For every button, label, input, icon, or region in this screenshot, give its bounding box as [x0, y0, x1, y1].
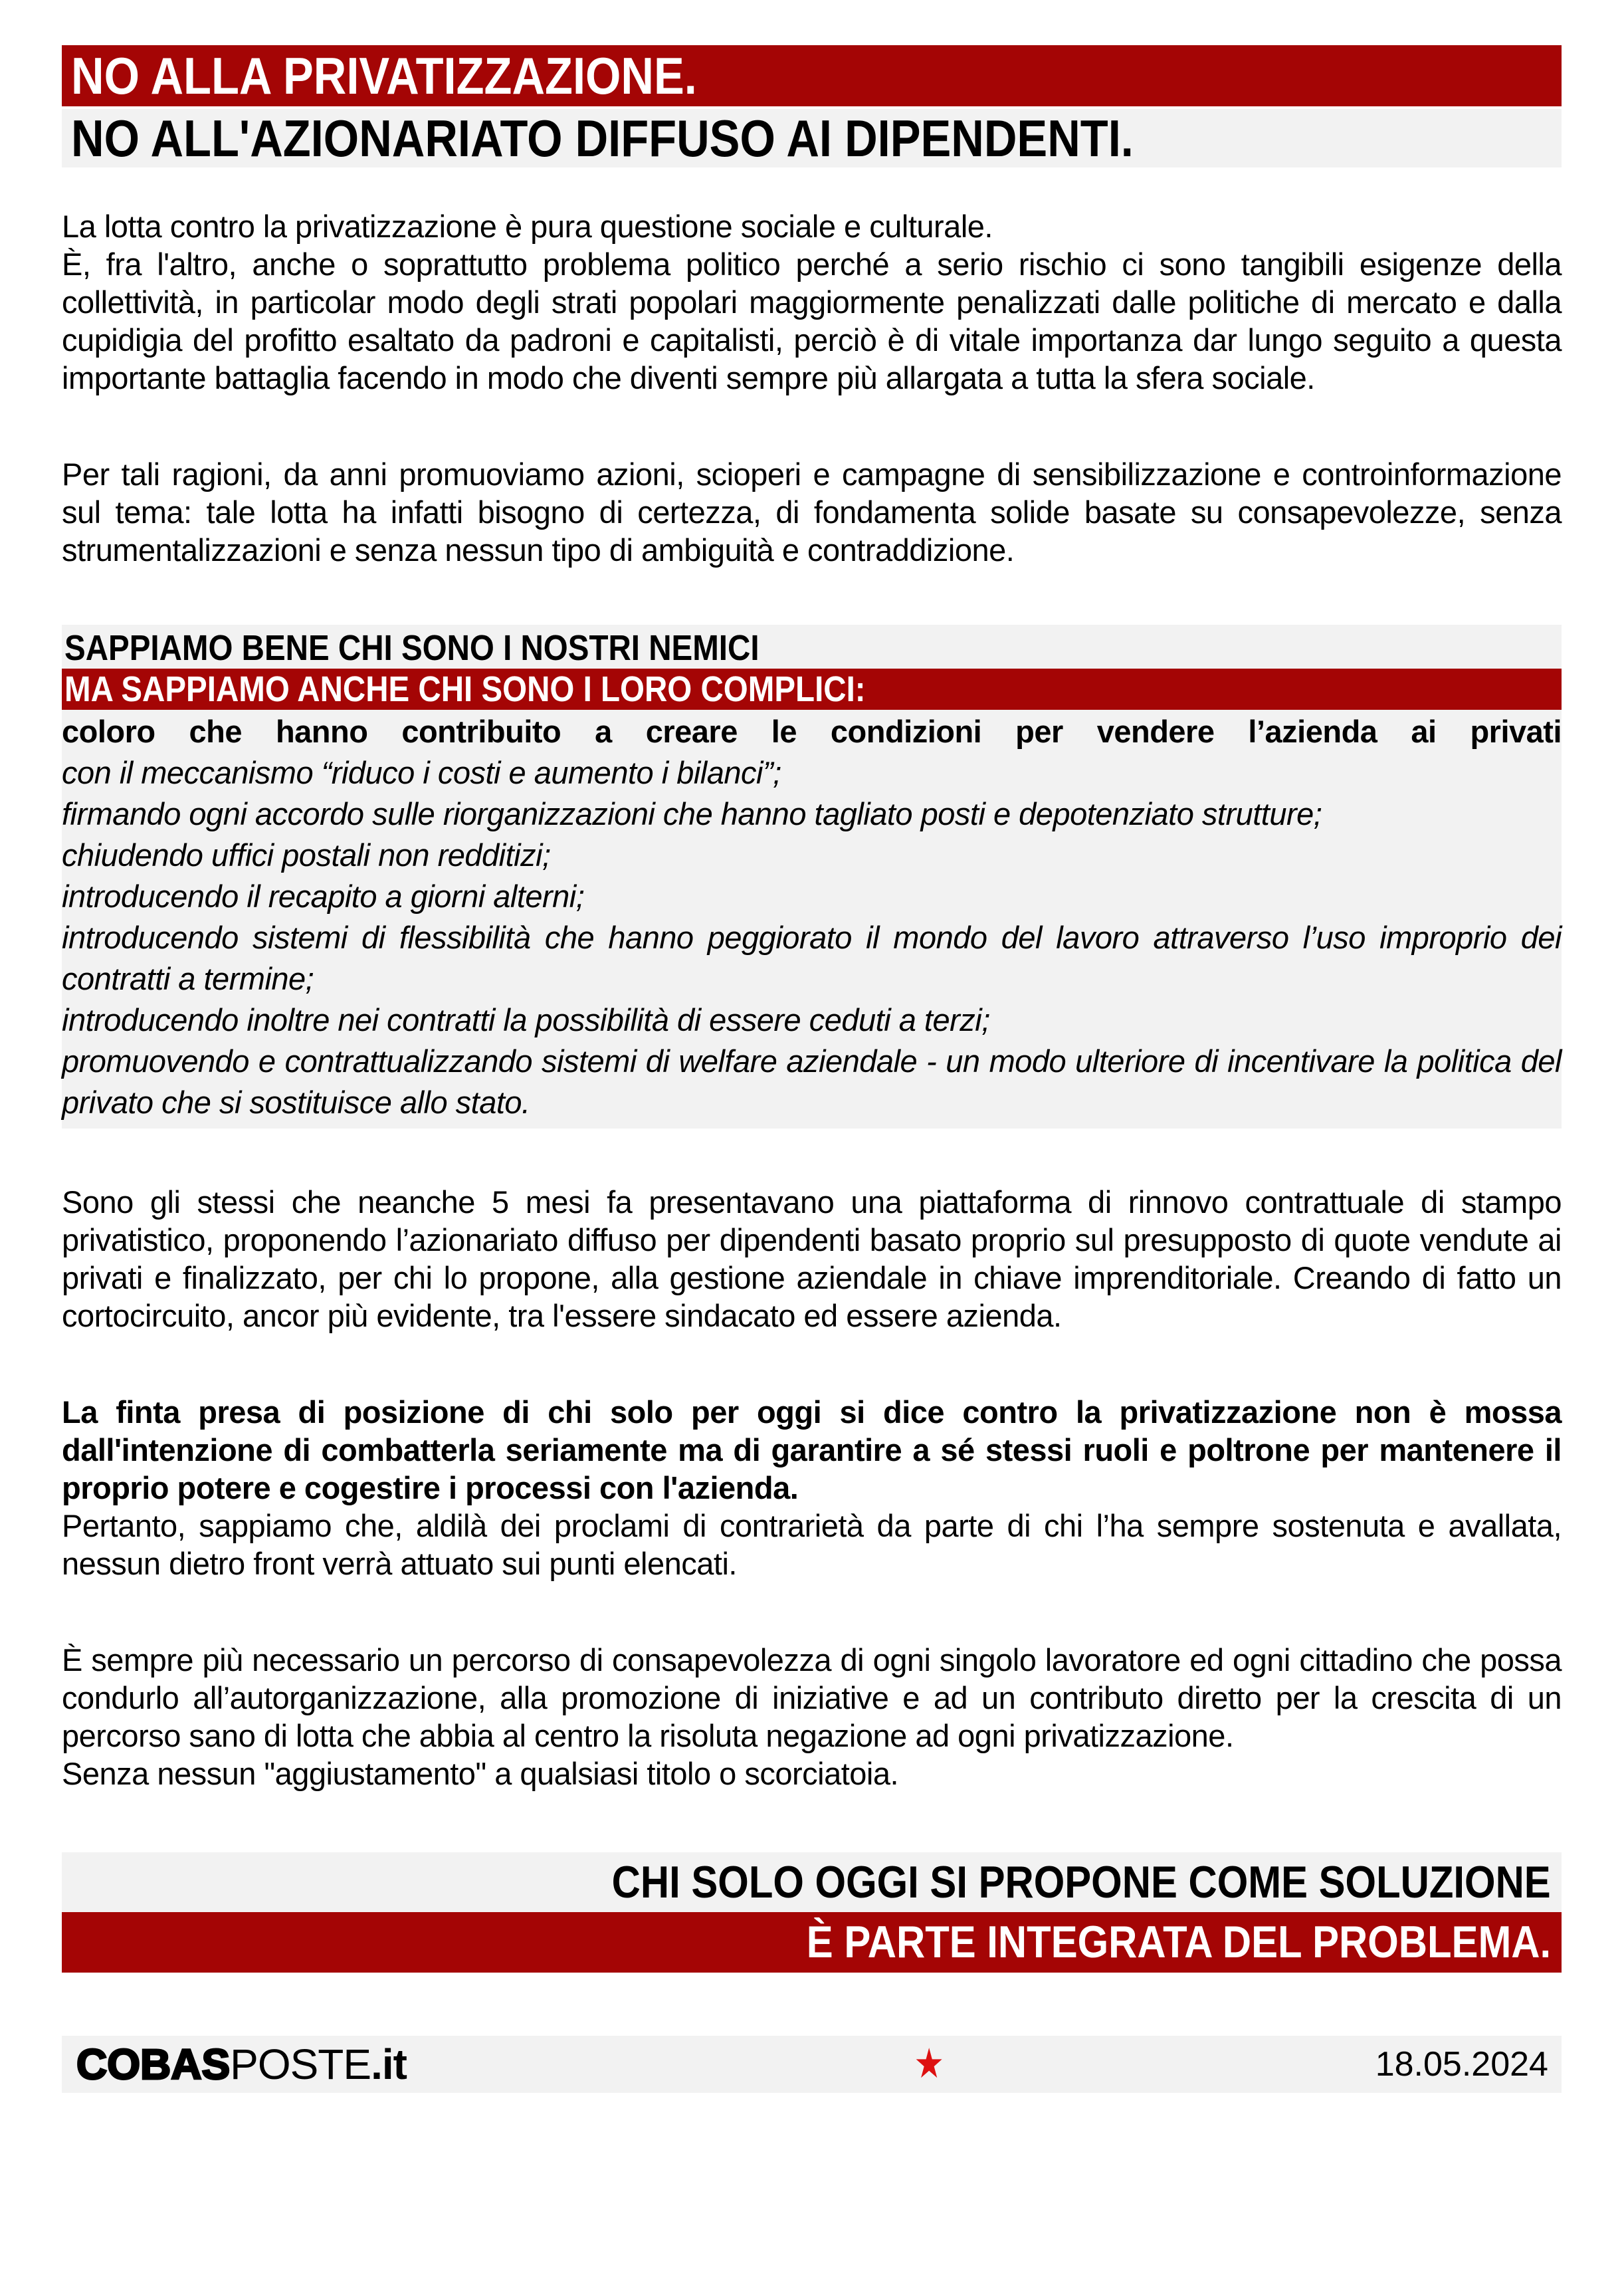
closing-band-gray [62, 1852, 1562, 1912]
enemies-item-4: introducendo il recapito a giorni alterni; [62, 879, 585, 914]
paragraph-fake-stance [62, 1393, 1562, 1582]
intro-sentence-rest: È, fra l'altro, anche o soprattutto problema politico perché a serio rischio ci sono tangibili esigenze della collettività, in particolar modo degli strati popolari maggiormente penalizzati dalle politiche di mercato e dalla cupidigia del profitto esaltato da padroni e capitalisti, perciò è di vitale importanza dar lungo seguito a questa importante battaglia facendo in modo che diventi sempre più allargata a tutta la sfera sociale. [62, 247, 1562, 395]
enemies-item-7: promuovendo e contrattualizzando sistemi di welfare aziendale - un modo ulteriore di incentivare la politica del privato che si sostituisce allo stato. [62, 1043, 1562, 1120]
closing-statement [62, 1852, 1562, 1973]
brand-it-suffix: .it [371, 2040, 407, 2088]
enemies-item-2: firmando ogni accordo sulle riorganizzazioni che hanno tagliato posti e depotenziato strutture; [62, 796, 1322, 831]
paragraph-intro-1 [62, 207, 1562, 397]
enemies-item-5: introducendo sistemi di flessibilità che hanno peggiorato il mondo del lavoro attraverso l’uso improprio dei contratti a termine; [62, 920, 1562, 996]
fake-stance-bold: La finta presa di posizione di chi solo per oggi si dice contro la privatizzazione non è mossa dall'intenzione di combatterla seriamente ma di garantire a sé stessi ruoli e poltrone per mantenere il proprio potere e cogestire i processi con l'azienda. [62, 1394, 1562, 1505]
enemies-item-1: con il meccanismo “riduco i costi e aumento i bilanci”; [62, 755, 781, 790]
enemies-section [62, 625, 1562, 1129]
enemies-item-6: introducendo inoltre nei contratti la possibilità di essere ceduti a terzi; [62, 1002, 990, 1037]
paragraph-awareness [62, 1641, 1562, 1792]
footer-date: 18.05.2024 [1375, 2045, 1548, 2084]
awareness-last: Senza nessun "aggiustamento" a qualsiasi titolo o scorciatoia. [62, 1756, 899, 1791]
title-band-red [62, 45, 1562, 106]
closing-band-red [62, 1912, 1562, 1973]
brand-logo [76, 2040, 407, 2089]
intro-sentence-1: La lotta contro la privatizzazione è pura questione sociale e culturale. [62, 209, 993, 244]
enemies-item-3: chiudendo uffici postali non redditizi; [62, 837, 551, 873]
enemies-heading-red-band [62, 669, 1562, 710]
brand-cobas: COBAS [76, 2040, 231, 2088]
title-band-gray [62, 109, 1562, 167]
awareness-main: È sempre più necessario un percorso di consapevolezza di ogni singolo lavoratore ed ogni cittadino che possa condurlo all’autorganizzazione, alla promozione di iniziative e ad un contributo diretto per la crescita di un percorso sano di lotta che abbia al centro la risoluta negazione ad ogni privatizzazione. [62, 1642, 1562, 1753]
closing-line2: È PARTE INTEGRATA DEL PROBLEMA. [806, 1917, 1551, 1967]
red-star-icon: ★ [914, 2041, 945, 2087]
enemies-lead: coloro che hanno contribuito a creare le condizioni per vendere l’azienda ai privati [62, 714, 1562, 749]
fake-stance-rest: Pertanto, sappiamo che, aldilà dei proclami di contrarietà da parte di chi l’ha sempre sostenuta e avallata, nessun dietro front verrà attuato sui punti elencati. [62, 1508, 1562, 1581]
page-title-line1: NO ALLA PRIVATIZZAZIONE. [71, 47, 697, 105]
enemies-heading-black [62, 627, 1562, 669]
enemies-heading-black-text: SAPPIAMO BENE CHI SONO I NOSTRI NEMICI [64, 628, 760, 668]
paragraph-platform: Sono gli stessi che neanche 5 mesi fa presentavano una piattaforma di rinnovo contrattuale di stampo privatistico, proponendo l’azionariato diffuso per dipendenti basato proprio sul presupposto di quote vendute ai privati e finalizzato, per chi lo propone, alla gestione aziendale in chiave imprenditoriale. Creando di fatto un cortocircuito, ancor più evidente, tra l'essere sindacato ed essere azienda. [62, 1184, 1562, 1333]
brand-poste: POSTE [230, 2040, 371, 2088]
paragraph-intro-2: Per tali ragioni, da anni promuoviamo azioni, scioperi e campagne di sensibilizzazione e controinformazione sul tema: tale lotta ha infatti bisogno di certezza, di fondamenta solide basate su consapevolezze, senza strumentalizzazioni e senza nessun tipo di ambiguità e contraddizione. [62, 457, 1562, 568]
closing-line1: CHI SOLO OGGI SI PROPONE COME SOLUZIONE [611, 1857, 1551, 1907]
footer-bar [62, 2036, 1562, 2093]
page-title-line2: NO ALL'AZIONARIATO DIFFUSO AI DIPENDENTI. [71, 109, 1134, 167]
enemies-heading-red-text: MA SAPPIAMO ANCHE CHI SONO I LORO COMPLICI: [64, 669, 866, 709]
